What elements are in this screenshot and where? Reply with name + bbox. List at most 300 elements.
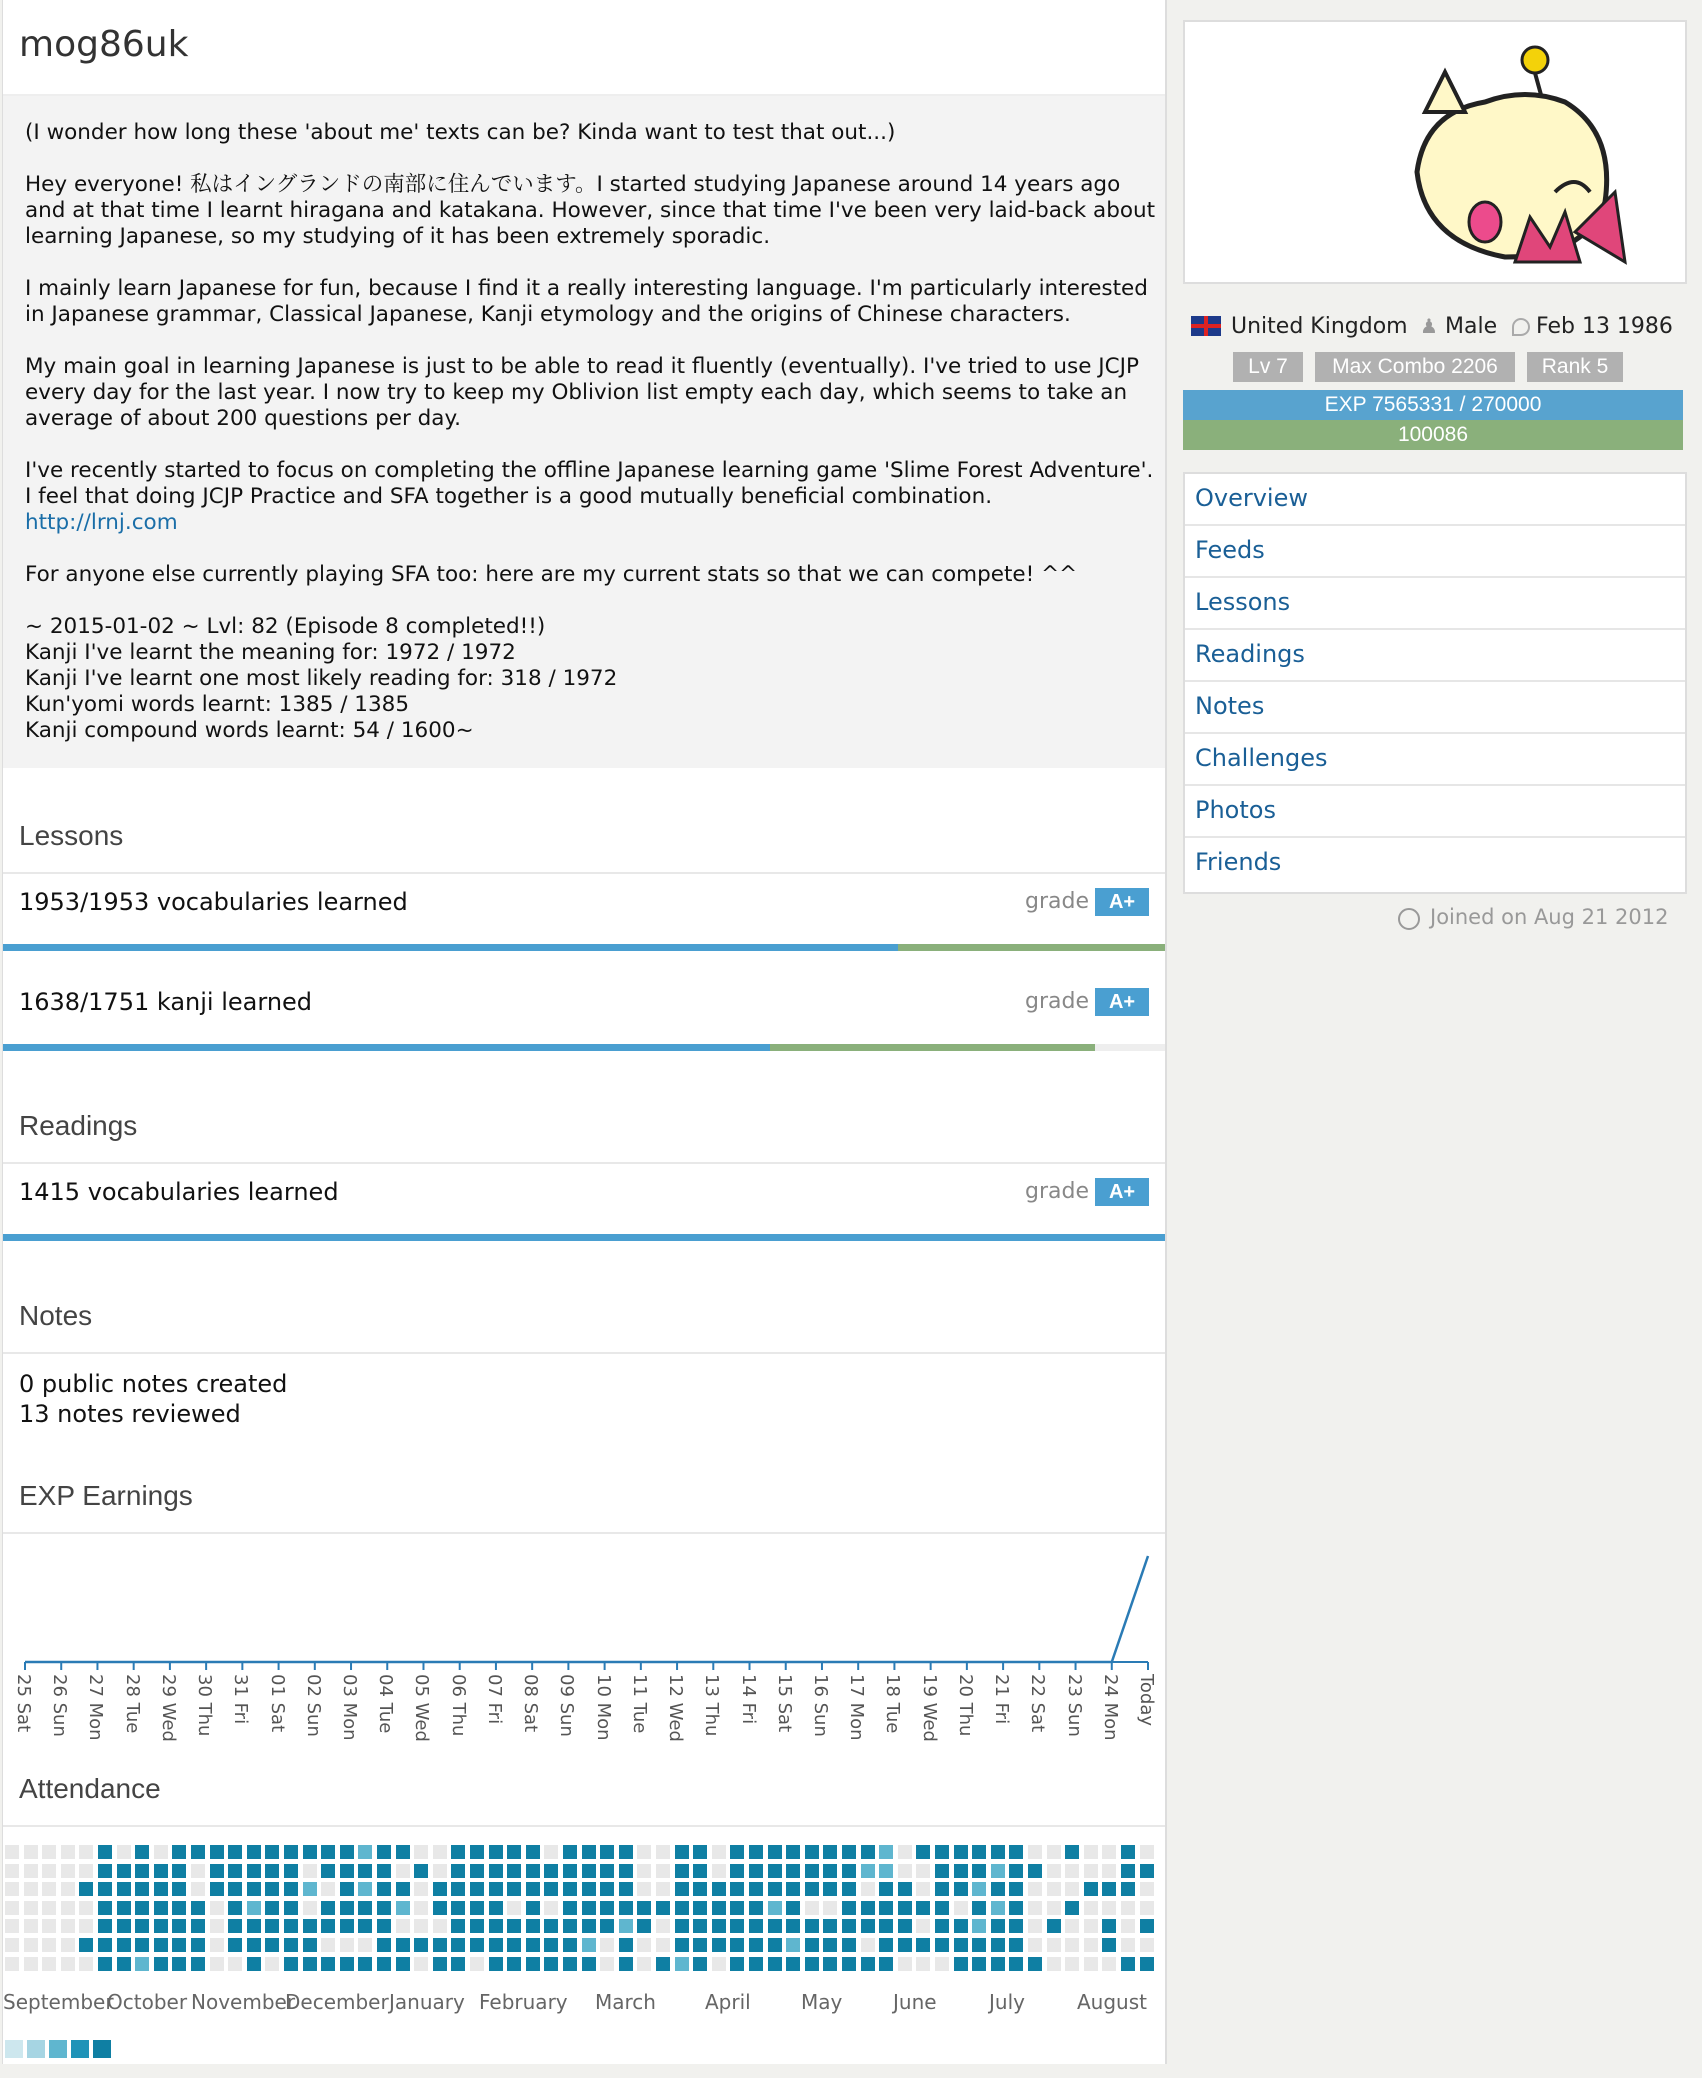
attendance-day	[154, 1901, 168, 1915]
attendance-day	[303, 1919, 317, 1933]
attendance-day	[1028, 1845, 1042, 1859]
attendance-day	[526, 1901, 540, 1915]
legend-swatch	[93, 2040, 111, 2058]
exp-tick-label: 13 Thu	[701, 1674, 723, 1737]
attendance-day	[1121, 1864, 1135, 1878]
attendance-day	[563, 1957, 577, 1971]
exp-tick-label: 31 Fri	[230, 1674, 252, 1725]
attendance-day	[265, 1957, 279, 1971]
attendance-day	[656, 1864, 670, 1878]
nav-overview[interactable]	[1185, 474, 1685, 526]
exp-tick-label: 23 Sun	[1063, 1674, 1085, 1737]
attendance-day	[1065, 1882, 1079, 1896]
exp-tick-label: 04 Tue	[375, 1674, 397, 1734]
attendance-day	[1047, 1938, 1061, 1952]
attendance-day	[5, 1864, 19, 1878]
readings-text: 1415 vocabularies learned	[19, 1178, 339, 1206]
attendance-day	[470, 1957, 484, 1971]
exp-tick-label: 03 Mon	[339, 1674, 361, 1741]
attendance-day	[117, 1845, 131, 1859]
attendance-day	[675, 1901, 689, 1915]
attendance-day	[861, 1919, 875, 1933]
attendance-day	[749, 1938, 763, 1952]
attendance-day	[451, 1919, 465, 1933]
attendance-day	[433, 1938, 447, 1952]
nav-lessons[interactable]	[1185, 578, 1685, 630]
attendance-day	[396, 1919, 410, 1933]
attendance-day	[954, 1882, 968, 1896]
attendance-day	[935, 1845, 949, 1859]
exp-tick-label: 29 Wed	[157, 1674, 179, 1742]
attendance-day	[284, 1938, 298, 1952]
about-link[interactable]: http://lrnj.com	[25, 510, 178, 535]
attendance-day	[1047, 1919, 1061, 1933]
exp-tick-label: 15 Sat	[773, 1674, 795, 1733]
attendance-day	[991, 1882, 1005, 1896]
attendance-day	[786, 1882, 800, 1896]
nav-feeds[interactable]	[1185, 526, 1685, 578]
attendance-day	[916, 1938, 930, 1952]
attendance-day	[1140, 1938, 1154, 1952]
attendance-day	[768, 1938, 782, 1952]
attendance-day	[1028, 1938, 1042, 1952]
attendance-day	[5, 1919, 19, 1933]
exp-tick-label: 09 Sun	[556, 1674, 578, 1737]
attendance-day	[730, 1901, 744, 1915]
attendance-day	[1140, 1901, 1154, 1915]
attendance-day	[414, 1882, 428, 1896]
attendance-day	[544, 1938, 558, 1952]
exp-tick-label: 01 Sat	[266, 1674, 288, 1733]
flag-icon	[1191, 316, 1221, 336]
attendance-day	[396, 1882, 410, 1896]
max-combo-badge: Max Combo 2206	[1315, 352, 1515, 382]
attendance-day	[135, 1919, 149, 1933]
attendance-day	[675, 1957, 689, 1971]
attendance-day	[1102, 1919, 1116, 1933]
attendance-day	[265, 1845, 279, 1859]
attendance-day	[823, 1901, 837, 1915]
level-badge: Lv 7	[1233, 352, 1303, 382]
attendance-day	[489, 1864, 503, 1878]
attendance-day	[228, 1957, 242, 1971]
attendance-day	[191, 1864, 205, 1878]
nav-challenges[interactable]	[1185, 734, 1685, 786]
attendance-day	[898, 1845, 912, 1859]
attendance-day	[79, 1901, 93, 1915]
attendance-day	[1084, 1845, 1098, 1859]
attendance-day	[563, 1901, 577, 1915]
attendance-day	[42, 1919, 56, 1933]
attendance-day	[730, 1957, 744, 1971]
attendance-day	[489, 1882, 503, 1896]
attendance-day	[656, 1957, 670, 1971]
vocab-progress-reviewed	[898, 944, 1165, 951]
attendance-day	[210, 1938, 224, 1952]
attendance-day	[1140, 1845, 1154, 1859]
attendance-day	[1084, 1957, 1098, 1971]
attendance-day	[1102, 1864, 1116, 1878]
attendance-day	[730, 1845, 744, 1859]
exp-tick-label: 17 Mon	[846, 1674, 868, 1741]
about-line: Kanji compound words learnt: 54 / 1600~	[25, 718, 474, 743]
attendance-day	[861, 1957, 875, 1971]
attendance-day	[861, 1938, 875, 1952]
nav-readings[interactable]	[1185, 630, 1685, 682]
attendance-day	[1140, 1864, 1154, 1878]
attendance-day	[637, 1845, 651, 1859]
attendance-day	[1047, 1845, 1061, 1859]
attendance-day	[42, 1864, 56, 1878]
attendance-day	[507, 1957, 521, 1971]
attendance-day	[117, 1957, 131, 1971]
attendance-day	[1102, 1901, 1116, 1915]
notes-reviewed-text: 13 notes reviewed	[19, 1400, 241, 1428]
attendance-day	[24, 1882, 38, 1896]
attendance-day	[1084, 1938, 1098, 1952]
attendance-day	[42, 1938, 56, 1952]
attendance-day	[637, 1901, 651, 1915]
attendance-day	[935, 1864, 949, 1878]
attendance-day	[228, 1901, 242, 1915]
attendance-day	[451, 1901, 465, 1915]
attendance-day	[470, 1864, 484, 1878]
attendance-day	[637, 1938, 651, 1952]
nav-label: Lessons	[1195, 588, 1291, 616]
grade-badge: A+	[1095, 888, 1149, 916]
legend-swatch	[5, 2040, 23, 2058]
attendance-day	[117, 1919, 131, 1933]
attendance-day	[675, 1938, 689, 1952]
attendance-day	[805, 1901, 819, 1915]
attendance-day	[414, 1901, 428, 1915]
attendance-day	[563, 1864, 577, 1878]
attendance-day	[805, 1845, 819, 1859]
attendance-day	[619, 1938, 633, 1952]
attendance-day	[1047, 1864, 1061, 1878]
attendance-day	[842, 1864, 856, 1878]
nav-label: Readings	[1195, 640, 1305, 668]
attendance-day	[898, 1864, 912, 1878]
exp-tick-label: Today	[1136, 1674, 1157, 1727]
attendance-day	[489, 1845, 503, 1859]
clock-icon	[1398, 908, 1420, 930]
attendance-day	[526, 1938, 540, 1952]
attendance-day	[507, 1864, 521, 1878]
attendance-day	[303, 1957, 317, 1971]
attendance-day	[79, 1919, 93, 1933]
attendance-day	[879, 1938, 893, 1952]
attendance-day	[954, 1845, 968, 1859]
attendance-day	[79, 1957, 93, 1971]
attendance-day	[377, 1901, 391, 1915]
attendance-day	[526, 1882, 540, 1896]
attendance-day	[1028, 1957, 1042, 1971]
month-label: June	[893, 1990, 937, 2014]
attendance-day	[693, 1901, 707, 1915]
attendance-day	[1028, 1919, 1042, 1933]
attendance-day	[470, 1938, 484, 1952]
attendance-day	[303, 1938, 317, 1952]
attendance-day	[61, 1845, 75, 1859]
attendance-day	[507, 1938, 521, 1952]
attendance-day	[98, 1957, 112, 1971]
attendance-day	[712, 1845, 726, 1859]
readings-heading: Readings	[19, 1110, 138, 1141]
attendance-day	[5, 1901, 19, 1915]
attendance-day	[98, 1882, 112, 1896]
attendance-day	[210, 1919, 224, 1933]
attendance-day	[433, 1919, 447, 1933]
attendance-day	[823, 1845, 837, 1859]
attendance-day	[805, 1957, 819, 1971]
attendance-day	[1047, 1882, 1061, 1896]
attendance-day	[898, 1882, 912, 1896]
attendance-day	[507, 1901, 521, 1915]
attendance-day	[637, 1864, 651, 1878]
attendance-day	[117, 1901, 131, 1915]
attendance-day	[228, 1882, 242, 1896]
attendance-day	[786, 1957, 800, 1971]
exp-tick-label: 02 Sun	[302, 1674, 324, 1737]
attendance-day	[247, 1919, 261, 1933]
attendance-day	[712, 1901, 726, 1915]
attendance-day	[861, 1882, 875, 1896]
attendance-day	[470, 1845, 484, 1859]
attendance-day	[98, 1901, 112, 1915]
attendance-day	[42, 1901, 56, 1915]
nav-photos[interactable]	[1185, 786, 1685, 838]
attendance-day	[191, 1919, 205, 1933]
exp-tick-label: 27 Mon	[85, 1674, 107, 1741]
attendance-day	[730, 1864, 744, 1878]
attendance-day	[693, 1938, 707, 1952]
attendance-day	[5, 1882, 19, 1896]
attendance-day	[470, 1919, 484, 1933]
legend-swatch	[71, 2040, 89, 2058]
attendance-day	[1009, 1845, 1023, 1859]
attendance-day	[172, 1864, 186, 1878]
birthday: Feb 13 1986	[1536, 314, 1673, 339]
attendance-day	[1102, 1938, 1116, 1952]
attendance-day	[1009, 1864, 1023, 1878]
attendance-day	[98, 1845, 112, 1859]
attendance-day	[1102, 1957, 1116, 1971]
month-label: December	[285, 1990, 389, 2014]
attendance-day	[433, 1957, 447, 1971]
about-line: For anyone else currently playing SFA too: here are my current stats so that we can compete! ^^	[25, 562, 1078, 587]
about-line: I've recently started to focus on completing the offline Japanese learning game 'Slime Forest Adventure'.	[25, 458, 1154, 483]
attendance-day	[805, 1919, 819, 1933]
attendance-day	[358, 1845, 372, 1859]
attendance-day	[24, 1919, 38, 1933]
attendance-day	[61, 1864, 75, 1878]
attendance-day	[507, 1882, 521, 1896]
country: United Kingdom	[1231, 314, 1408, 339]
nav-friends[interactable]	[1185, 838, 1685, 888]
attendance-day	[79, 1845, 93, 1859]
attendance-day	[1028, 1901, 1042, 1915]
nav-notes[interactable]	[1185, 682, 1685, 734]
attendance-day	[284, 1901, 298, 1915]
attendance-day	[470, 1882, 484, 1896]
divider	[3, 1532, 1165, 1534]
attendance-day	[451, 1957, 465, 1971]
attendance-day	[117, 1864, 131, 1878]
attendance-day	[24, 1845, 38, 1859]
joined-date: Joined on Aug 21 2012	[1430, 905, 1669, 929]
attendance-day	[284, 1882, 298, 1896]
attendance-day	[1009, 1901, 1023, 1915]
attendance-day	[191, 1901, 205, 1915]
attendance-day	[544, 1957, 558, 1971]
attendance-day	[42, 1882, 56, 1896]
attendance-day	[340, 1864, 354, 1878]
about-me	[3, 94, 1165, 768]
attendance-day	[768, 1864, 782, 1878]
attendance-day	[991, 1919, 1005, 1933]
attendance-day	[284, 1957, 298, 1971]
exp-tick-label: 10 Mon	[592, 1674, 614, 1741]
attendance-day	[656, 1919, 670, 1933]
notes-heading: Notes	[19, 1300, 93, 1331]
attendance-day	[861, 1845, 875, 1859]
attendance-day	[656, 1938, 670, 1952]
attendance-day	[861, 1864, 875, 1878]
attendance-day	[377, 1864, 391, 1878]
attendance-day	[135, 1901, 149, 1915]
about-line: Kanji I've learnt one most likely reading for: 318 / 1972	[25, 666, 618, 691]
attendance-day	[396, 1957, 410, 1971]
attendance-day	[414, 1864, 428, 1878]
attendance-day	[935, 1938, 949, 1952]
attendance-day	[1009, 1882, 1023, 1896]
attendance-day	[117, 1938, 131, 1952]
attendance-day	[154, 1957, 168, 1971]
attendance-day	[265, 1919, 279, 1933]
exp-heading: EXP Earnings	[19, 1480, 193, 1511]
attendance-day	[619, 1845, 633, 1859]
attendance-day	[321, 1919, 335, 1933]
attendance-day	[24, 1938, 38, 1952]
attendance-day	[358, 1901, 372, 1915]
attendance-day	[265, 1864, 279, 1878]
attendance-day	[135, 1957, 149, 1971]
about-line: and at that time I learnt hiragana and katakana. However, since that time I've been very laid-back about	[25, 198, 1156, 223]
month-label: April	[705, 1990, 751, 2014]
about-line: average of about 200 questions per day.	[25, 406, 461, 431]
attendance-day	[805, 1938, 819, 1952]
attendance-day	[358, 1957, 372, 1971]
attendance-day	[451, 1938, 465, 1952]
attendance-day	[5, 1845, 19, 1859]
attendance-day	[935, 1882, 949, 1896]
nav-label: Notes	[1195, 692, 1265, 720]
exp-series-line	[25, 1556, 1148, 1662]
attendance-day	[1065, 1938, 1079, 1952]
attendance-day	[210, 1901, 224, 1915]
attendance-day	[191, 1845, 205, 1859]
about-line: (I wonder how long these 'about me' texts can be? Kinda want to test that out...)	[25, 120, 896, 145]
attendance-day	[1140, 1882, 1154, 1896]
attendance-day	[786, 1845, 800, 1859]
attendance-day	[786, 1919, 800, 1933]
page-title: mog86uk	[19, 24, 189, 65]
attendance-day	[749, 1864, 763, 1878]
attendance-day	[879, 1901, 893, 1915]
attendance-day	[842, 1957, 856, 1971]
attendance-day	[265, 1938, 279, 1952]
attendance-day	[879, 1882, 893, 1896]
attendance-day	[916, 1864, 930, 1878]
attendance-day	[154, 1845, 168, 1859]
attendance-day	[451, 1864, 465, 1878]
attendance-day	[135, 1845, 149, 1859]
attendance-day	[600, 1957, 614, 1971]
exp-tick-label: 19 Wed	[918, 1674, 940, 1742]
attendance-day	[1047, 1901, 1061, 1915]
attendance-heading: Attendance	[19, 1773, 161, 1804]
nav-label: Overview	[1195, 484, 1308, 512]
attendance-day	[247, 1938, 261, 1952]
attendance-day	[823, 1864, 837, 1878]
person-icon: ♟	[1420, 314, 1438, 338]
attendance-day	[637, 1919, 651, 1933]
attendance-day	[489, 1938, 503, 1952]
attendance-day	[768, 1845, 782, 1859]
attendance-day	[693, 1882, 707, 1896]
attendance-day	[42, 1957, 56, 1971]
attendance-day	[470, 1901, 484, 1915]
month-label: May	[801, 1990, 843, 2014]
attendance-day	[619, 1864, 633, 1878]
attendance-day	[1065, 1919, 1079, 1933]
kanji-progress-learned	[3, 1044, 770, 1051]
attendance-day	[1084, 1901, 1098, 1915]
attendance-day	[991, 1901, 1005, 1915]
avatar	[1185, 22, 1685, 282]
attendance-day	[786, 1901, 800, 1915]
divider	[3, 1825, 1165, 1827]
attendance-day	[1140, 1957, 1154, 1971]
attendance-day	[600, 1901, 614, 1915]
attendance-day	[972, 1919, 986, 1933]
attendance-day	[563, 1845, 577, 1859]
attendance-day	[321, 1882, 335, 1896]
exp-tick-label: 26 Sun	[49, 1674, 71, 1737]
exp-tick-label: 28 Tue	[121, 1674, 143, 1734]
gender: Male	[1445, 314, 1498, 339]
attendance-day	[916, 1919, 930, 1933]
about-line: ~ 2015-01-02 ~ Lvl: 82 (Episode 8 completed!!)	[25, 614, 546, 639]
attendance-day	[563, 1919, 577, 1933]
attendance-day	[582, 1901, 596, 1915]
attendance-day	[98, 1919, 112, 1933]
exp-tick-label: 11 Tue	[628, 1674, 650, 1734]
attendance-day	[265, 1882, 279, 1896]
attendance-day	[414, 1938, 428, 1952]
attendance-day	[1028, 1882, 1042, 1896]
attendance-day	[396, 1901, 410, 1915]
attendance-day	[749, 1919, 763, 1933]
attendance-day	[656, 1845, 670, 1859]
about-line: My main goal in learning Japanese is just to be able to read it fluently (eventually). I've tried to use JCJP	[25, 354, 1139, 379]
attendance-day	[730, 1919, 744, 1933]
attendance-day	[61, 1938, 75, 1952]
attendance-day	[954, 1938, 968, 1952]
attendance-day	[582, 1938, 596, 1952]
attendance-day	[712, 1919, 726, 1933]
